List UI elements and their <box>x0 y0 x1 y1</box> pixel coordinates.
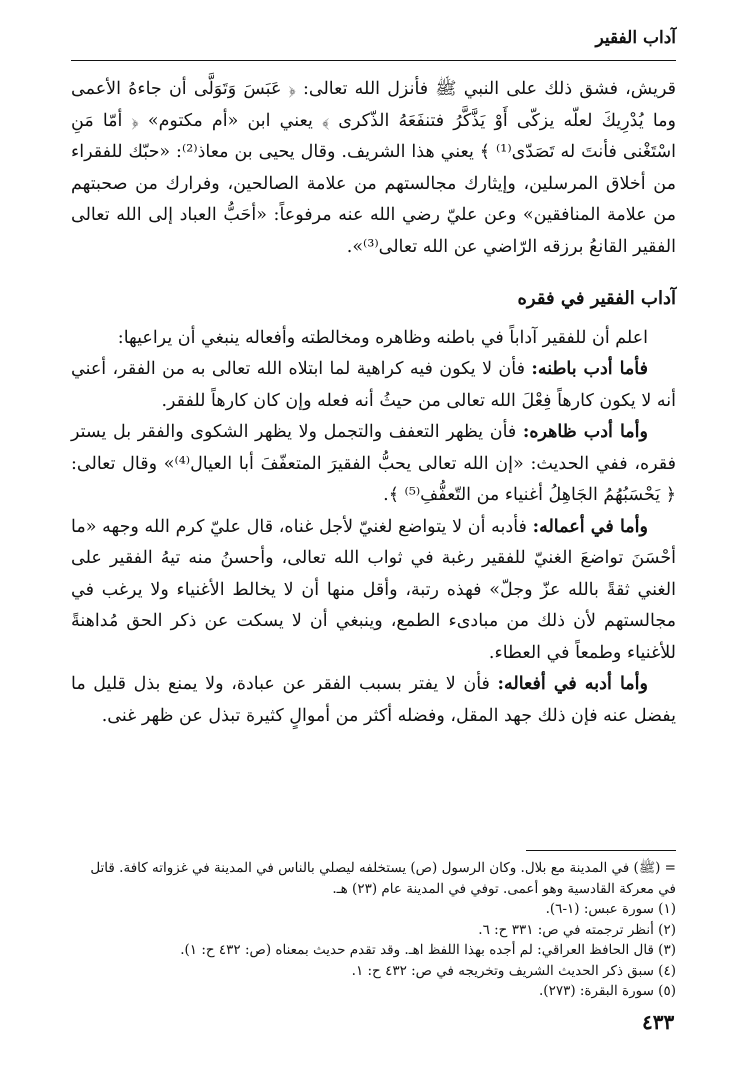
paragraph-deeds <box>71 512 676 670</box>
footnote-item: (٤) سبق ذكر الحديث الشريف وتخريجه في ص: ٤٣٢ ح: ١. <box>351 962 676 979</box>
section-heading: آداب الفقير في فقره <box>517 288 676 309</box>
intro-paragraph: قريش، فشق ذلك على النبي ﷺ فأنزل الله تعالى: ﴿ عَبَسَ وَتَوَلَّى أن جاءهُ الأعمى وما يُدْرِيكَ لعلّه يزكّى أَوْ يَذَّكَّرُ فتنفَعَهُ الذّكرى ﴾ يعني ابن «أم مكتوم» ﴿ أمّا مَنِ اسْتَغْنى فأنتَ له تَصَدّى⁽¹⁾ ﴾ يعني هذا الشريف. وقال يحيى بن معاذ⁽²⁾: «حبّك للفقراء من أخلاق المرسلين، وإيثارك مجالستهم من علامة الصالحين، وفرارك من صحبتهم من علامة المنافقين» وعن عليّ رضي الله عنه مرفوعاً: «أحَبُّ العباد إلى الله تعالى الفقير القانعُ برزقه الرّاضي عن الله تعالى⁽³⁾». <box>71 79 676 257</box>
paragraph-inner-conduct <box>71 354 676 417</box>
text-acts: فأن لا يفتر بسبب الفقر عن عبادة، ولا يمنع بذل قليل ما يفضل عنه فإن ذلك جهد المقل، وفضله أكثر من أموالٍ كثيرة تبذل عن ظهر غنى. <box>71 674 676 726</box>
lead-inner-conduct: فأما أدب باطنه: <box>531 359 648 379</box>
footnote-item: (١) سورة عبس: (١-٦). <box>545 901 676 917</box>
page-number: ٤٣٣ <box>642 1010 675 1034</box>
footnote-item: (٣) قال الحافظ العراقي: لم أجده بهذا اللفظ اهـ. وقد تقدم حديث بمعناه (ص: ٤٣٢ ح: ١). <box>180 942 676 958</box>
lead-acts: وأما أدبه في أفعاله: <box>497 674 648 694</box>
footnote-separator <box>526 850 676 851</box>
section-intro: اعلم أن للفقير آداباً في باطنه وظاهره ومخالطته وأفعاله ينبغي أن يراعيها: <box>117 327 648 348</box>
lead-outer-conduct: وأما أدب ظاهره: <box>522 422 648 442</box>
footnote-item: (٥) سورة البقرة: (٢٧٣). <box>539 983 676 999</box>
footnote-item: (٢) أنظر ترجمته في ص: ٣٣١ ح: ٦. <box>478 921 676 938</box>
text-deeds: فأدبه أن لا يتواضع لغنيّ لأجل غناه، قال عليّ كرم الله وجهه «ما أحْسَنَ تواضعَ الغنيّ للفقير رغبة في ثواب الله تعالى، وأحسنُ منه تيهُ الفقير على الغني ثقةً بالله عزّ وجلّ» فهذه رتبة، وأقل منها أن لا يخالط الأغنياء ولا يرغب في مجالستهم لأن ذلك من مبادىء الطمع، وينبغي أن لا يسكت عن ذكر الحق مُداهنةً للأغنياء وطمعاً في العطاء. <box>71 516 676 663</box>
paragraph-acts <box>71 669 676 732</box>
lead-deeds: وأما في أعماله: <box>532 516 648 537</box>
text-outer-conduct: فأن يظهر التعفف والتجمل ولا يظهر الشكوى والفقر بل يستر فقره، ففي الحديث: «إن الله تعالى يحبُّ الفقيرَ المتعفّفَ أبا العيال⁽⁴⁾» وقال تعالى: ﴿ يَحْسَبُهُمُ الجَاهِلُ أغنياء من التّعفُّفِ⁽⁵⁾ ﴾. <box>71 422 677 505</box>
footnote-continuation: = (ﷺ) في المدينة مع بلال. وكان الرسول (ص) يستخلفه ليصلي بالناس في المدينة في غزواته كافة. قاتل في معركة القادسية وهو أعمى. توفي في المدينة عام (٢٣) هـ. <box>90 860 676 897</box>
running-title: آداب الفقير <box>595 28 676 48</box>
main-text <box>71 74 676 732</box>
paragraph-outer-conduct <box>71 417 676 512</box>
header-rule <box>71 60 676 61</box>
footnotes <box>71 858 676 1002</box>
text-inner-conduct: فأن لا يكون فيه كراهية لما ابتلاه الله تعالى به من الفقر، أعني أنه لا يكون كارهاً فِعْلَ الله تعالى من حيثُ أنه فعله وإن كان كارهاً للفقر. <box>71 359 676 411</box>
